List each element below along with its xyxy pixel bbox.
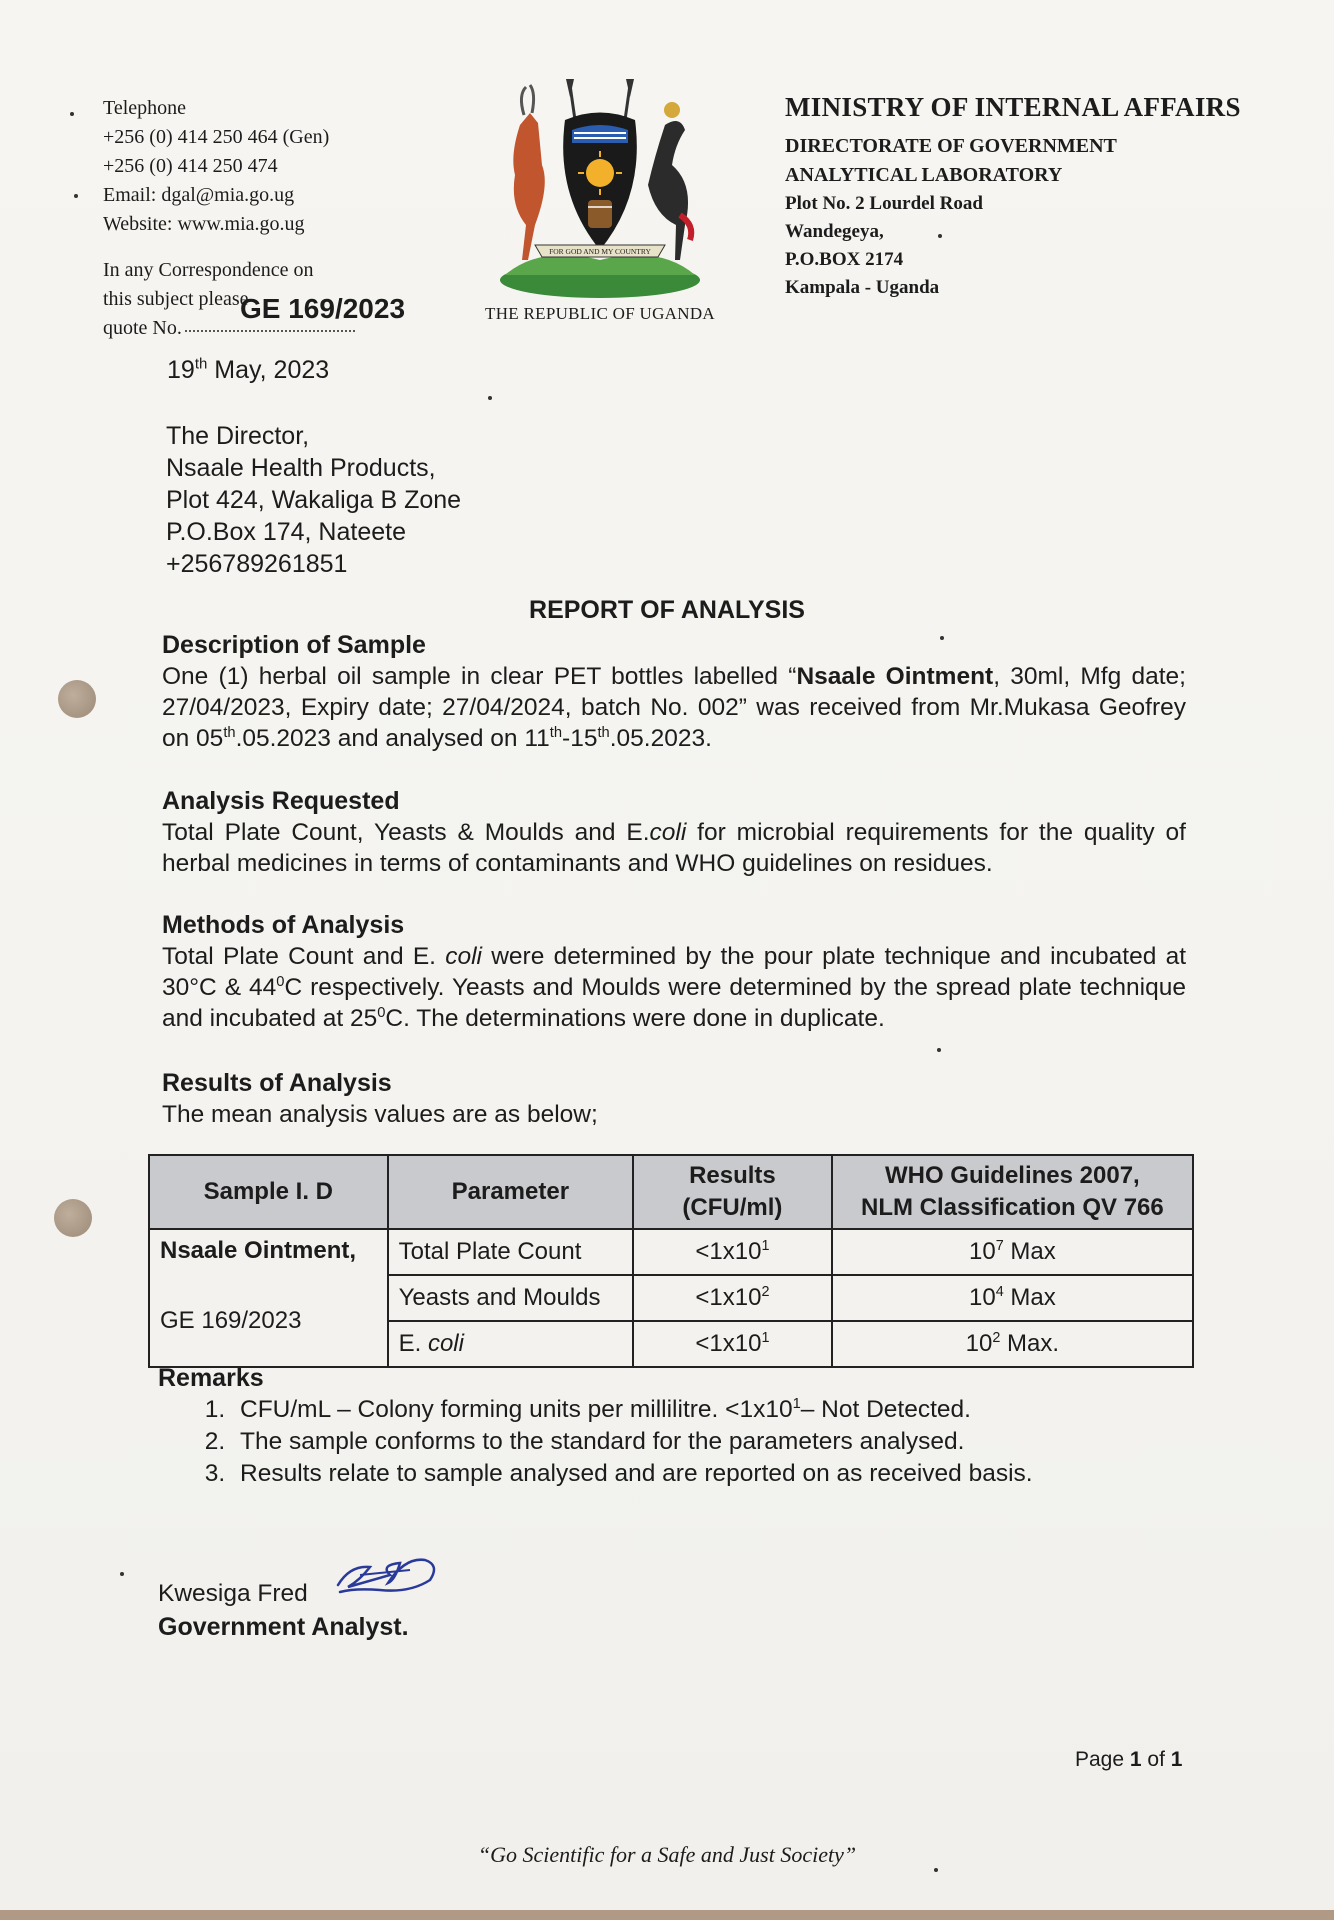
paper-speck: [934, 1868, 938, 1872]
contact-block: [103, 94, 329, 239]
limit-suffix: Max: [1003, 1238, 1056, 1265]
limit-cell: [832, 1321, 1193, 1367]
result-base: <1x10: [695, 1330, 762, 1357]
parameter-cell: Yeasts and Moulds: [388, 1275, 634, 1321]
header-who-guidelines: [832, 1155, 1193, 1229]
remark-item: [232, 1394, 1033, 1426]
page-number: [1075, 1748, 1182, 1772]
paper-speck: [74, 194, 78, 198]
methods-italic: coli: [445, 943, 482, 970]
correspondence-line-2: this subject please: [103, 288, 249, 310]
coat-of-arms-emblem: [480, 75, 720, 305]
limit-cell: [832, 1229, 1193, 1275]
limit-exp: 7: [995, 1238, 1004, 1254]
results-heading: Results of Analysis: [162, 1069, 392, 1097]
parameter-prefix: E.: [398, 1330, 428, 1357]
remark-sup: 1: [792, 1395, 801, 1412]
table-header-row: [149, 1155, 1193, 1229]
recipient-line: Plot 424, Wakaliga B Zone: [166, 486, 462, 514]
description-sup: th: [223, 724, 236, 741]
methods-section: [162, 910, 1186, 1034]
punch-hole: [58, 680, 96, 718]
limit-exp: 2: [992, 1330, 1001, 1346]
analysis-requested-heading: Analysis Requested: [162, 787, 400, 815]
remarks-heading: Remarks: [158, 1364, 264, 1392]
directorate-line-1: DIRECTORATE OF GOVERNMENT: [785, 135, 1117, 157]
limit-base: 10: [969, 1238, 996, 1265]
limit-exp: 4: [995, 1284, 1004, 1300]
page-current: 1: [1129, 1748, 1142, 1771]
remark-text: CFU/mL – Colony forming units per millilitre. <1x10: [240, 1396, 793, 1423]
result-exp: 1: [761, 1238, 770, 1254]
date-suffix: th: [194, 355, 208, 373]
paper-speck: [937, 1048, 941, 1052]
handwritten-signature: [330, 1545, 445, 1605]
description-sup: th: [549, 724, 563, 741]
methods-sup: 0: [276, 973, 285, 990]
telephone-label: Telephone: [103, 97, 187, 119]
address-line: Plot No. 2 Lourdel Road: [785, 193, 983, 214]
header-who-line-2: NLM Classification QV 766: [860, 1194, 1164, 1221]
remark-item: 3. Results relate to sample analysed and are reported on as received basis.: [232, 1458, 1033, 1490]
header-results-line-1: Results: [689, 1162, 776, 1189]
result-cell: [633, 1275, 832, 1321]
results-section: [162, 1068, 1186, 1130]
description-text-part: .05.2023 and analysed on 11: [235, 725, 550, 752]
recipient-line: Nsaale Health Products,: [166, 454, 436, 482]
header-results-line-2: (CFU/ml): [682, 1194, 783, 1221]
methods-heading: Methods of Analysis: [162, 911, 405, 939]
page-of: of: [1141, 1748, 1171, 1771]
methods-text: [162, 941, 1186, 1034]
parameter-cell: [388, 1321, 634, 1367]
result-cell: [633, 1321, 832, 1367]
remark-text: – Not Detected.: [800, 1396, 971, 1423]
result-cell: [633, 1229, 832, 1275]
paper-speck: [120, 1572, 124, 1576]
limit-cell: [832, 1275, 1193, 1321]
letter-date: [167, 356, 329, 385]
paper-speck: [70, 112, 74, 116]
remarks-list: [158, 1394, 1033, 1490]
ministry-address: [785, 190, 983, 302]
methods-text-part: C respectively. Yeasts and Moulds were determined by the spread plate technique and incubated at 25: [162, 974, 1186, 1032]
sample-name: Nsaale Ointment,: [160, 1237, 357, 1264]
result-base: <1x10: [695, 1284, 762, 1311]
recipient-line: +256789261851: [166, 550, 348, 578]
table-row: [149, 1229, 1193, 1275]
remarks-section: [158, 1362, 1033, 1490]
paper-edge: [0, 1910, 1334, 1920]
website: Website: www.mia.go.ug: [103, 213, 305, 235]
limit-suffix: Max.: [1000, 1330, 1060, 1357]
address-line: Wandegeya,: [785, 221, 884, 242]
paper-speck: [488, 396, 492, 400]
description-text-part: One (1) herbal oil sample in clear PET bottles labelled “: [162, 663, 797, 690]
phone-1: +256 (0) 414 250 464 (Gen): [103, 126, 330, 148]
signatory-title: Government Analyst.: [158, 1613, 409, 1641]
product-name: Nsaale Ointment: [796, 663, 994, 690]
description-heading: Description of Sample: [162, 631, 426, 659]
directorate-line-2: ANALYTICAL LABORATORY: [785, 164, 1063, 186]
parameter-cell: Total Plate Count: [388, 1229, 634, 1275]
methods-sup: 0: [377, 1004, 386, 1021]
description-text-part: , 30ml, Mfg date; 27/04/2023, Expiry date; 27/04/2024, batch No. 002” was received from Mr.Mukasa Geofrey on 05: [162, 663, 1186, 752]
requested-italic: coli: [649, 819, 687, 846]
correspondence-line-3: quote No.: [103, 317, 182, 339]
result-exp: 2: [761, 1284, 770, 1300]
recipient-line: The Director,: [166, 422, 310, 450]
footer-motto: “Go Scientific for a Safe and Just Society”: [477, 1842, 857, 1867]
email: Email: dgal@mia.go.ug: [103, 184, 295, 206]
analysis-requested-text: [162, 817, 1186, 879]
ministry-name: MINISTRY OF INTERNAL AFFAIRS: [785, 92, 1241, 122]
methods-text-part: Total Plate Count and E.: [162, 943, 446, 970]
address-line: P.O.BOX 2174: [785, 249, 904, 270]
requested-text-part: Total Plate Count, Yeasts & Moulds and E.: [162, 819, 650, 846]
header-sample-id: Sample I. D: [149, 1155, 388, 1229]
signatory-name: Kwesiga Fred: [158, 1580, 308, 1607]
limit-suffix: Max: [1003, 1284, 1056, 1311]
results-intro: The mean analysis values are as below;: [162, 1101, 598, 1128]
emblem-ribbon-text: FOR GOD AND MY COUNTRY: [549, 247, 651, 256]
correspondence-line-1: In any Correspondence on: [103, 259, 314, 281]
description-sup: th: [597, 724, 610, 741]
requested-text-part: for microbial requirements for the quality of herbal medicines in terms of contaminants and WHO guidelines on residues.: [162, 819, 1186, 877]
sample-code: GE 169/2023: [160, 1307, 302, 1334]
parameter-italic: coli: [427, 1330, 464, 1357]
description-section: [162, 630, 1186, 754]
sample-id-cell: [149, 1229, 388, 1367]
methods-text-part: were determined by the pour plate technique and incubated at 30°C & 44: [162, 943, 1186, 1001]
result-base: <1x10: [695, 1238, 762, 1265]
description-text: [162, 661, 1186, 754]
page-total: 1: [1170, 1748, 1183, 1771]
description-text-part: .05.2023.: [609, 725, 712, 752]
recipient-line: P.O.Box 174, Nateete: [166, 518, 406, 546]
paper-speck: [938, 234, 942, 238]
reference-dotted-line: [185, 330, 355, 332]
report-title: REPORT OF ANALYSIS: [529, 596, 805, 624]
header-who-line-1: WHO Guidelines 2007,: [884, 1162, 1140, 1189]
remark-item: 2. The sample conforms to the standard for the parameters analysed.: [232, 1426, 1033, 1458]
header-results: [633, 1155, 832, 1229]
date-rest: May, 2023: [207, 356, 330, 384]
result-exp: 1: [761, 1330, 770, 1346]
phone-2: +256 (0) 414 250 474: [103, 155, 278, 177]
reference-number: GE 169/2023: [240, 293, 406, 324]
address-line: Kampala - Uganda: [785, 277, 940, 298]
analysis-requested-section: [162, 786, 1186, 879]
limit-base: 10: [969, 1284, 996, 1311]
description-text-part: -15: [562, 725, 598, 752]
methods-text-part: C. The determinations were done in duplicate.: [385, 1005, 885, 1032]
results-table: [148, 1154, 1194, 1368]
paper-speck: [940, 636, 944, 640]
limit-base: 10: [965, 1330, 993, 1357]
date-day: 19: [167, 356, 195, 384]
emblem-caption: THE REPUBLIC OF UGANDA: [485, 304, 715, 323]
recipient-address: [166, 420, 461, 580]
page-label: Page: [1075, 1748, 1130, 1771]
directorate: [785, 132, 1117, 190]
header-parameter: Parameter: [388, 1155, 634, 1229]
punch-hole: [54, 1199, 92, 1237]
